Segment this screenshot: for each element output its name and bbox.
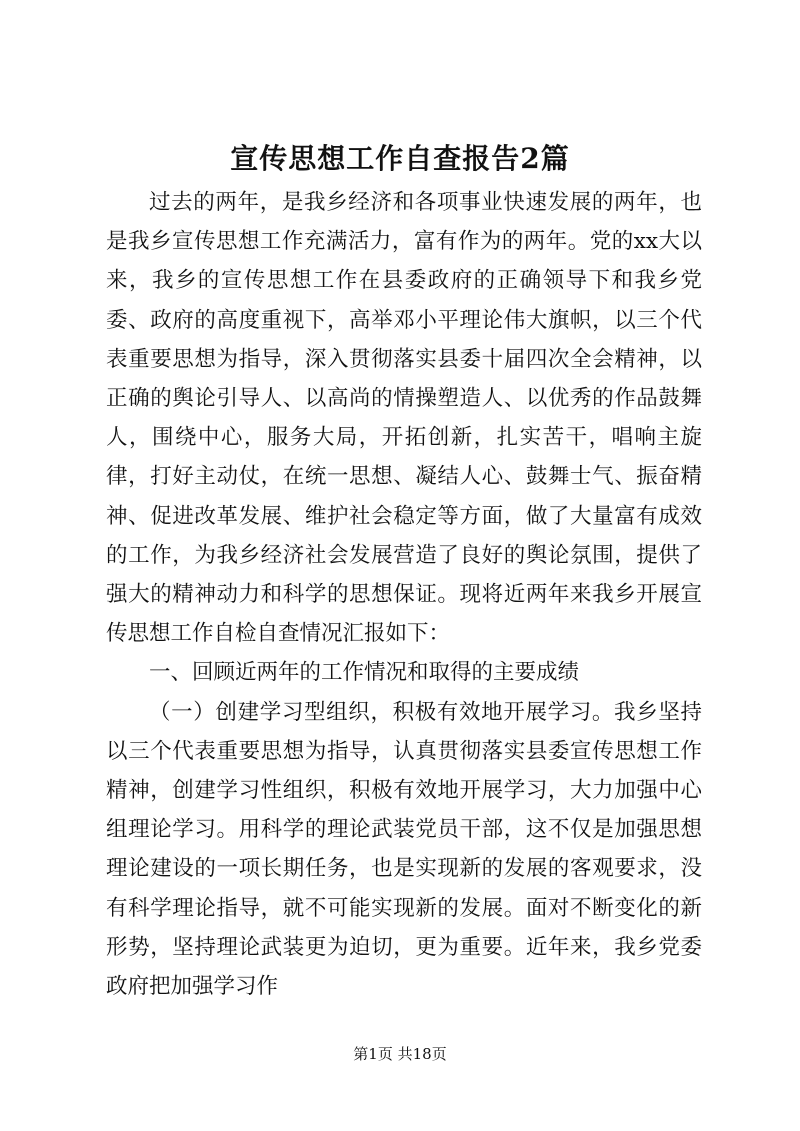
document-body xyxy=(106,183,702,1006)
document-title: 宣传思想工作自查报告2篇 xyxy=(230,142,570,175)
section-heading-1: 一、回顾近两年的工作情况和取得的主要成绩 xyxy=(149,660,580,686)
page-number-footer: 第1页 共18页 xyxy=(353,1045,447,1063)
paragraph-subsection-1: （一）创建学习型组织，积极有效地开展学习。我乡坚持以三个代表重要思想为指导，认真贯彻落实县委宣传思想工作精神，创建学习性组织，积极有效地开展学习，大力加强中心组理论学习。用科学的理论武装党员干部，这不仅是加强思想理论建设的一项长期任务，也是实现新的发展的客观要求，没有科学理论指导，就不可能实现新的发展。面对不断变化的新形势，坚持理论武装更为迫切，更为重要。近年来，我乡党委政府把加强学习作 xyxy=(106,699,702,1000)
paragraph-intro: 过去的两年，是我乡经济和各项事业快速发展的两年，也是我乡宣传思想工作充满活力，富有作为的两年。党的xx大以来，我乡的宣传思想工作在县委政府的正确领导下和我乡党委、政府的高度重视下，高举邓小平理论伟大旗帜，以三个代表重要思想为指导，深入贯彻落实县委十届四次全会精神，以正确的舆论引导人、以高尚的情操塑造人、以优秀的作品鼓舞人，围绕中心，服务大局，开拓创新，扎实苦干，唱响主旋律，打好主动仗，在统一思想、凝结人心、鼓舞士气、振奋精神、促进改革发展、维护社会稳定等方面，做了大量富有成效的工作，为我乡经济社会发展营造了良好的舆论氛围，提供了强大的精神动力和科学的思想保证。现将近两年来我乡开展宣传思想工作自检自查情况汇报如下： xyxy=(106,190,702,647)
